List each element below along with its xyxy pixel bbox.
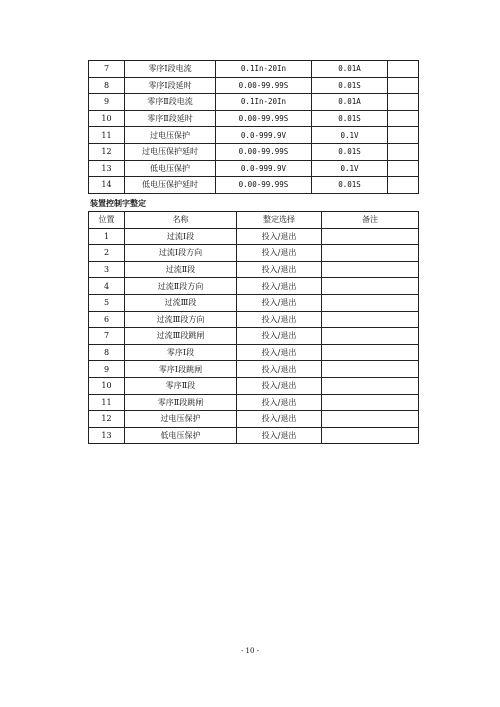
cell-setting: 投入/退出: [237, 278, 322, 295]
table-row: [89, 294, 419, 311]
cell-note: [388, 160, 419, 177]
cell-note: [388, 143, 419, 160]
cell-no: 9: [89, 94, 125, 111]
cell-setting: 投入/退出: [237, 245, 322, 262]
table-row: [89, 311, 419, 328]
cell-range: 0.00-99.99S: [216, 77, 312, 94]
cell-name: 零序Ⅰ段跳闸: [125, 361, 237, 378]
cell-name: 过电压保护: [125, 127, 216, 144]
table-row: [89, 377, 419, 394]
page-number: - 10 -: [240, 647, 260, 655]
cell-name: 过流Ⅰ段方向: [125, 245, 237, 262]
cell-note: [322, 278, 419, 295]
cell-name: 低电压保护: [125, 160, 216, 177]
cell-step: 0.01S: [312, 177, 388, 194]
cell-name: 过电压保护: [125, 411, 237, 428]
cell-step: 0.01S: [312, 110, 388, 127]
cell-setting: 投入/退出: [237, 411, 322, 428]
table-row: [89, 143, 419, 160]
cell-step: 0.01S: [312, 77, 388, 94]
cell-name: 过流Ⅲ段: [125, 294, 237, 311]
table-row: [89, 160, 419, 177]
table-row: [89, 127, 419, 144]
cell-no: 11: [89, 127, 125, 144]
cell-step: 0.1V: [312, 160, 388, 177]
cell-note: [322, 245, 419, 262]
cell-position: 9: [89, 361, 125, 378]
cell-note: [322, 328, 419, 345]
cell-name: 零序Ⅱ段: [125, 377, 237, 394]
table-row: [89, 344, 419, 361]
cell-name: 过流Ⅲ段方向: [125, 311, 237, 328]
table-row: [89, 278, 419, 295]
cell-setting: 投入/退出: [237, 294, 322, 311]
settings-table: [88, 60, 419, 194]
cell-position: 3: [89, 261, 125, 278]
cell-note: [322, 261, 419, 278]
table-row: [89, 228, 419, 245]
cell-range: 0.00-99.99S: [216, 143, 312, 160]
cell-range: 0.1In-20In: [216, 94, 312, 111]
cell-range: 0.0-999.9V: [216, 127, 312, 144]
cell-no: 10: [89, 110, 125, 127]
cell-name: 低电压保护: [125, 427, 237, 444]
cell-note: [388, 94, 419, 111]
cell-note: [322, 361, 419, 378]
cell-note: [322, 311, 419, 328]
cell-note: [388, 127, 419, 144]
header-name: 名称: [125, 212, 237, 229]
cell-note: [388, 61, 419, 78]
cell-no: 8: [89, 77, 125, 94]
cell-note: [322, 411, 419, 428]
cell-no: 13: [89, 160, 125, 177]
section-title: 装置控制字整定: [90, 199, 146, 208]
cell-name: 零序Ⅰ段延时: [125, 77, 216, 94]
cell-position: 7: [89, 328, 125, 345]
cell-name: 零序Ⅱ段电流: [125, 94, 216, 111]
cell-position: 4: [89, 278, 125, 295]
table-row: [89, 394, 419, 411]
cell-step: 0.01A: [312, 94, 388, 111]
table-row: [89, 110, 419, 127]
cell-note: [322, 228, 419, 245]
table-row: [89, 177, 419, 194]
cell-name: 过流Ⅱ段: [125, 261, 237, 278]
cell-note: [388, 77, 419, 94]
cell-name: 低电压保护延时: [125, 177, 216, 194]
cell-range: 0.1In-20In: [216, 61, 312, 78]
header-setting: 整定选择: [237, 212, 322, 229]
cell-name: 零序Ⅰ段: [125, 344, 237, 361]
cell-note: [322, 427, 419, 444]
table-row: [89, 61, 419, 78]
cell-position: 11: [89, 394, 125, 411]
cell-setting: 投入/退出: [237, 311, 322, 328]
cell-name: 过流Ⅱ段方向: [125, 278, 237, 295]
cell-position: 2: [89, 245, 125, 262]
cell-position: 13: [89, 427, 125, 444]
table-row: [89, 94, 419, 111]
cell-note: [388, 110, 419, 127]
cell-name: 过流Ⅰ段: [125, 228, 237, 245]
cell-position: 5: [89, 294, 125, 311]
cell-no: 14: [89, 177, 125, 194]
header-position: 位置: [89, 212, 125, 229]
cell-step: 0.01A: [312, 61, 388, 78]
cell-name: 过流Ⅲ段跳闸: [125, 328, 237, 345]
control-word-table: [88, 211, 419, 444]
cell-setting: 投入/退出: [237, 377, 322, 394]
cell-setting: 投入/退出: [237, 328, 322, 345]
cell-setting: 投入/退出: [237, 427, 322, 444]
cell-setting: 投入/退出: [237, 361, 322, 378]
table-row: [89, 427, 419, 444]
cell-no: 7: [89, 61, 125, 78]
header-note: 备注: [322, 212, 419, 229]
cell-no: 12: [89, 143, 125, 160]
cell-step: 0.01S: [312, 143, 388, 160]
cell-position: 12: [89, 411, 125, 428]
control-word-header-row: [89, 212, 419, 229]
cell-name: 过电压保护延时: [125, 143, 216, 160]
table-row: [89, 77, 419, 94]
table-row: [89, 245, 419, 262]
cell-setting: 投入/退出: [237, 261, 322, 278]
table-row: [89, 328, 419, 345]
cell-setting: 投入/退出: [237, 394, 322, 411]
cell-position: 8: [89, 344, 125, 361]
cell-name: 零序Ⅰ段电流: [125, 61, 216, 78]
settings-table-body: [89, 61, 419, 194]
cell-setting: 投入/退出: [237, 344, 322, 361]
table-row: [89, 411, 419, 428]
cell-note: [322, 377, 419, 394]
cell-setting: 投入/退出: [237, 228, 322, 245]
control-word-table-body: [89, 228, 419, 444]
cell-range: 0.0-999.9V: [216, 160, 312, 177]
cell-position: 6: [89, 311, 125, 328]
cell-note: [388, 177, 419, 194]
cell-note: [322, 344, 419, 361]
cell-note: [322, 394, 419, 411]
cell-position: 1: [89, 228, 125, 245]
cell-step: 0.1V: [312, 127, 388, 144]
cell-name: 零序Ⅱ段延时: [125, 110, 216, 127]
cell-note: [322, 294, 419, 311]
cell-range: 0.00-99.99S: [216, 177, 312, 194]
table-row: [89, 361, 419, 378]
cell-range: 0.00-99.99S: [216, 110, 312, 127]
cell-position: 10: [89, 377, 125, 394]
cell-name: 零序Ⅱ段跳闸: [125, 394, 237, 411]
table-row: [89, 261, 419, 278]
